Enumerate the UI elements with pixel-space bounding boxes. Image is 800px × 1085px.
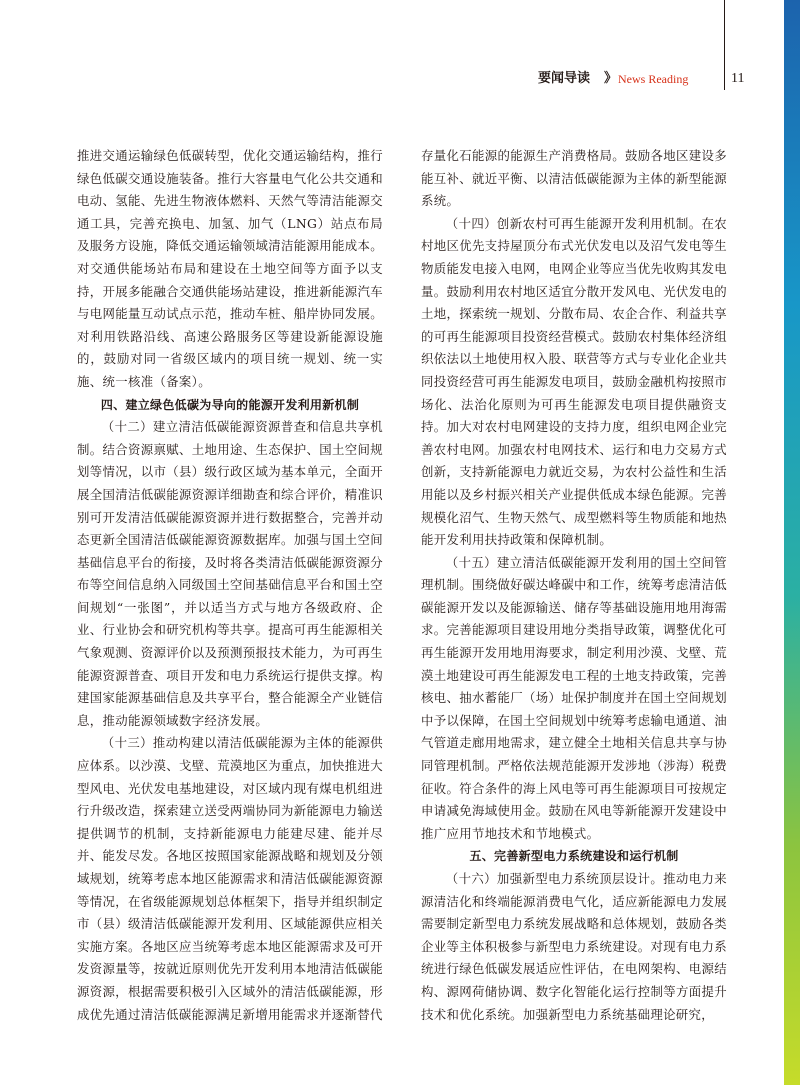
double-arrow-icon: 》 [604, 71, 618, 86]
paragraph: （十二）建立清洁低碳能源资源普查和信息共享机制。结合资源禀赋、土地用途、生态保护、国土空间规划等情况，以市（县）级行政区域为基本单元，全面开展全国清洁低碳能源资源详细勘查和综合评价，精准识别可开发清洁低碳能源资源并进行数据整合，完善并动态更新全国清洁低碳能源资源数据库。加强与国土空间基础信息平台的衔接，及时将各类清洁低碳能源资源分布等空间信息纳入同级国土空间基础信息平台和国土空间规划“一张图”，并以适当方式与地方各级政府、企业、行业协会和研究机构等共享。提高可再生能源相关气象观测、资源评价以及预测预报技术能力，为可再生能源资源普查、项目开发和电力系统运行提供支撑。构建国家能源基础信息及共享平台，整合能源全产业链信息，推动能源领域数字经济发展。 [77, 419, 383, 728]
section-heading: 五、完善新型电力系统建设和运行机制 [469, 849, 679, 864]
paragraph: （十三）推动构建以清洁低碳能源为主体的能源供应体系。以沙漠、戈壁、荒漠地区为重点，加快推进大型风电、光伏发电基地建设，对区域内现有煤电机组进行升级改造，探索建立送受两端协同为新能源电力输送提供调节的机制，支持新能源电力能建尽建、能并尽并、能发尽发。各地区按照国家能源战略和规划及分领域规划，统筹考虑本地区能源需求和清洁低碳能源资源等情况，在省级能源规划总体框架下，指导并组织制定市（县）级清洁低碳能源开发利用、区域能源供应相关实施方案。各地区应当统筹考虑本地区能源需求及可开发资源量等，按就近原则优先开发利用本地清洁低碳能源资源，根据需要积极引入区域外的清洁低碳能源，形成优先通过清洁低碳能源满足新增用能需求并逐渐替代 [77, 735, 383, 1022]
color-edge-bar [784, 0, 800, 1085]
paragraph: （十五）建立清洁低碳能源开发利用的国土空间管理机制。围绕做好碳达峰碳中和工作，统筹考虑清洁低碳能源开发以及能源输送、储存等基础设施用地用海需求。完善能源项目建设用地分类指导政策，调整优化可再生能源开发用地用海要求，制定利用沙漠、戈壁、荒漠土地建设可再生能源发电工程的土地支持政策，完善核电、抽水蓄能厂（场）址保护制度并在国土空间规划中予以保障，在国土空间规划中统筹考虑输电通道、油气管道走廊用地需求，建立健全土地相关信息共享与协同管理机制。严格依法规范能源开发涉地（涉海）税费征收。符合条件的海上风电等可再生能源项目可按规定申请减免海域使用金。鼓励在风电等新能源开发建设中推广应用节地技术和节地模式。 [421, 554, 727, 841]
left-column [77, 145, 383, 1026]
paragraph: （十四）创新农村可再生能源开发利用机制。在农村地区优先支持屋顶分布式光伏发电以及沼气发电等生物质能发电接入电网，电网企业等应当优先收购其发电量。鼓励利用农村地区适宜分散开发风电、光伏发电的土地，探索统一规划、分散布局、农企合作、利益共享的可再生能源项目投资经营模式。鼓励农村集体经济组织依法以土地使用权入股、联营等方式与专业化企业共同投资经营可再生能源发电项目，鼓励金融机构按照市场化、法治化原则为可再生能源发电项目提供融资支持。加大对农村电网建设的支持力度，组织电网企业完善农村电网。加强农村电网技术、运行和电力交易方式创新，支持新能源电力就近交易，为农村公益性和生活用能以及乡村振兴相关产业提供低成本绿色能源。完善规模化沼气、生物天然气、成型燃料等生物质能和地热能开发利用扶持政策和保障机制。 [421, 215, 727, 548]
page-header [538, 70, 768, 90]
page-number: 11 [731, 71, 745, 86]
right-column [421, 145, 727, 1026]
header-divider [724, 0, 725, 90]
paragraph: 推进交通运输绿色低碳转型，优化交通运输结构，推行绿色低碳交通设施装备。推行大容量电气化公共交通和电动、氢能、先进生物液体燃料、天然气等清洁能源交通工具，完善充换电、加氢、加气（LNG）站点布局及服务方设施，降低交通运输领域清洁能源用能成本。对交通供能场站布局和建设在土地空间等方面予以支持，开展多能融合交通供能场站建设，推进新能源汽车与电网能量互动试点示范，推动车桩、船岸协同发展。对利用铁路沿线、高速公路服务区等建设新能源设施的，鼓励对同一省级区域内的项目统一规划、统一实施、统一核准（备案）。 [77, 148, 383, 389]
section-title-english: News Reading [618, 72, 689, 86]
paragraph: （十六）加强新型电力系统顶层设计。推动电力来源清洁化和终端能源消费电气化，适应新能源电力发展需要制定新型电力系统发展战略和总体规划，鼓励各类企业等主体积极参与新型电力系统建设。对现有电力系统进行绿色低碳发展适应性评估，在电网架构、电源结构、源网荷储协调、数字化智能化运行控制等方面提升技术和优化系统。加强新型电力系统基础理论研究， [421, 871, 727, 1022]
paragraph: 存量化石能源的能源生产消费格局。鼓励各地区建设多能互补、就近平衡、以清洁低碳能源为主体的新型能源系统。 [421, 148, 727, 209]
section-heading: 四、建立绿色低碳为导向的能源开发利用新机制 [100, 397, 360, 412]
section-title: 要闻导读 [538, 71, 591, 86]
